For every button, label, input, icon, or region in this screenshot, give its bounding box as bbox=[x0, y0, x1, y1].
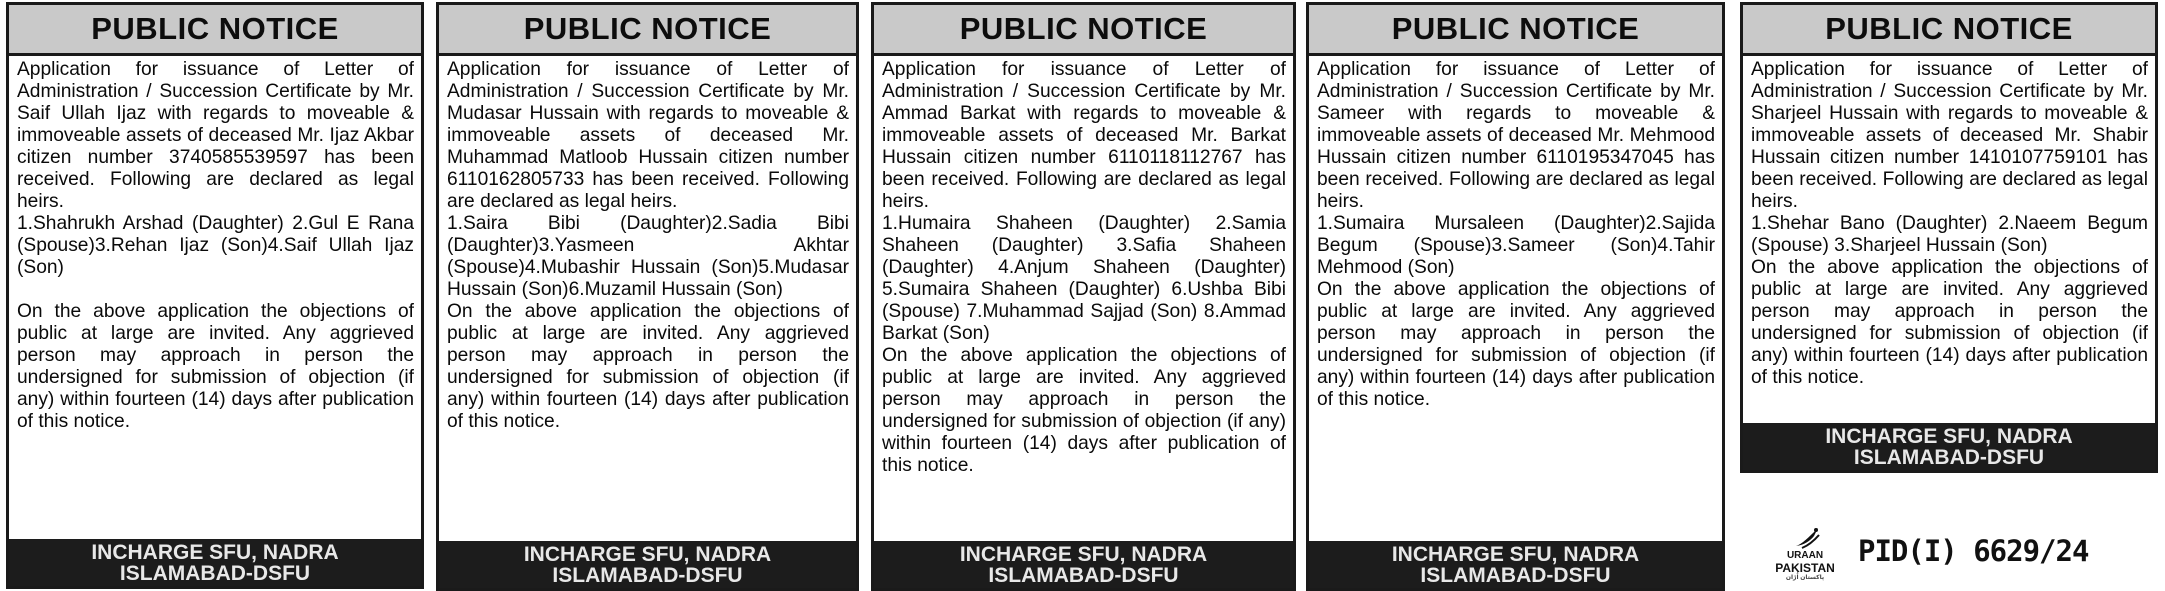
notice-signatory bbox=[1309, 541, 1722, 588]
notice-title: PUBLIC NOTICE bbox=[9, 5, 421, 56]
notice-title: PUBLIC NOTICE bbox=[874, 5, 1293, 56]
logo-text-uraan: URAAN bbox=[1786, 550, 1824, 561]
notice-body: Application for issuance of Letter of Administration / Succession Certificate by Mr. Ammad Barkat with regards to moveable & immoveable assets of deceased Mr. Barkat Hussain citizen number 6110118112767 has been received. Following are declared as legal heirs. 1.Humaira Shaheen (Daughter) 2.Samia Shaheen (Daughter) 3.Safia Shaheen (Daughter) 4.Anjum Shaheen (Daughter) 5.Sumaira Shaheen (Daughter) 6.Ushba Bibi (Spouse) 7.Muhammad Sajjad (Son) 8.Ammad Barkat (Son) On the above application the objections of public at large are invited. Any aggrieved person may approach in person the undersigned for submission of objection (if any) within fourteen (14) days after publication of this notice. bbox=[882, 59, 1286, 476]
publication-id-block bbox=[1768, 524, 2158, 584]
notice-title: PUBLIC NOTICE bbox=[1309, 5, 1722, 56]
public-notice-5 bbox=[1740, 2, 2158, 473]
signatory-title: INCHARGE SFU, NADRA bbox=[959, 543, 1208, 566]
signatory-office: ISLAMABAD-DSFU bbox=[1420, 564, 1611, 587]
public-notice-4 bbox=[1306, 2, 1725, 591]
notice-title: PUBLIC NOTICE bbox=[1743, 5, 2155, 56]
uraan-pakistan-logo-icon bbox=[1792, 526, 1822, 550]
signatory-office: ISLAMABAD-DSFU bbox=[988, 564, 1179, 587]
public-notice-3 bbox=[871, 2, 1296, 591]
logo-text-urdu: پاکستان اُڑان bbox=[1785, 575, 1825, 581]
pid-number: PID(I) 6629/24 bbox=[1858, 534, 2089, 568]
signatory-title: INCHARGE SFU, NADRA bbox=[91, 541, 339, 564]
public-notice-1 bbox=[6, 2, 424, 589]
notice-title: PUBLIC NOTICE bbox=[439, 5, 856, 56]
signatory-title: INCHARGE SFU, NADRA bbox=[523, 543, 772, 566]
notice-body: Application for issuance of Letter of Administration / Succession Certificate by Mr. Mudasar Hussain with regards to moveable & immoveable assets of deceased Mr. Muhammad Matloob Hussain citizen number 6110162805733 has been received. Following are declared as legal heirs. 1.Saira Bibi (Daughter)2.Sadia Bibi (Daughter)3.Yasmeen Akhtar (Spouse)4.Mubashir Hussain (Son)5.Mudasar Hussain (Son)6.Muzamil Hussain (Son) On the above application the objections of public at large are invited. Any aggrieved person may approach in person the undersigned for submission of objection (if any) within fourteen (14) days after publication of this notice. bbox=[447, 59, 849, 432]
signatory-title: INCHARGE SFU, NADRA bbox=[1391, 543, 1640, 566]
notice-body: Application for issuance of Letter of Administration / Succession Certificate by Mr. Sharjeel Hussain with regards to moveable & immoveable assets of deceased Mr. Shabir Hussain citizen number 1410107759101 has been received. Following are declared as legal heirs. 1.Shehar Bano (Daughter) 2.Naeem Begum (Spouse) 3.Sharjeel Hussain (Son) On the above application the objections of public at large are invited. Any aggrieved person may approach in person the undersigned for submission of objection (if any) within fourteen (14) days after publication of this notice. bbox=[1751, 59, 2148, 388]
uraan-pakistan-logo bbox=[1768, 524, 1842, 584]
notice-body: Application for issuance of Letter of Administration / Succession Certificate by Mr. Sameer with regards to moveable & immoveable assets of deceased Mr. Mehmood Hussain citizen number 6110195347045 has been received. Following are declared as legal heirs. 1.Sumaira Mursaleen (Daughter)2.Sajida Begum (Spouse)3.Sameer (Son)4.Tahir Mehmood (Son) On the above application the objections of public at large are invited. Any aggrieved person may approach in person the undersigned for submission of objection (if any) within fourteen (14) days after publication of this notice. bbox=[1317, 59, 1715, 410]
signatory-office: ISLAMABAD-DSFU bbox=[119, 562, 311, 585]
notice-signatory bbox=[439, 541, 856, 588]
logo-text-pakistan: PAKISTAN bbox=[1775, 561, 1835, 575]
notice-body: Application for issuance of Letter of Administration / Succession Certificate by Mr. Saif Ullah Ijaz with regards to moveable & immoveable assets of deceased Mr. Ijaz Akbar citizen number 3740585539597 has been received. Following are declared as legal heirs. 1.Shahrukh Arshad (Daughter) 2.Gul E Rana (Spouse)3.Rehan Ijaz (Son)4.Saif Ullah Ijaz (Son) On the above application the objections of public at large are invited. Any aggrieved person may approach in person the undersigned for submission of objection (if any) within fourteen (14) days after publication of this notice. bbox=[17, 59, 414, 432]
notice-signatory bbox=[9, 539, 421, 586]
notice-signatory bbox=[1743, 423, 2155, 470]
signatory-office: ISLAMABAD-DSFU bbox=[1853, 446, 2045, 469]
signatory-title: INCHARGE SFU, NADRA bbox=[1825, 425, 2073, 448]
notice-signatory bbox=[874, 541, 1293, 588]
public-notice-2 bbox=[436, 2, 859, 591]
signatory-office: ISLAMABAD-DSFU bbox=[552, 564, 743, 587]
